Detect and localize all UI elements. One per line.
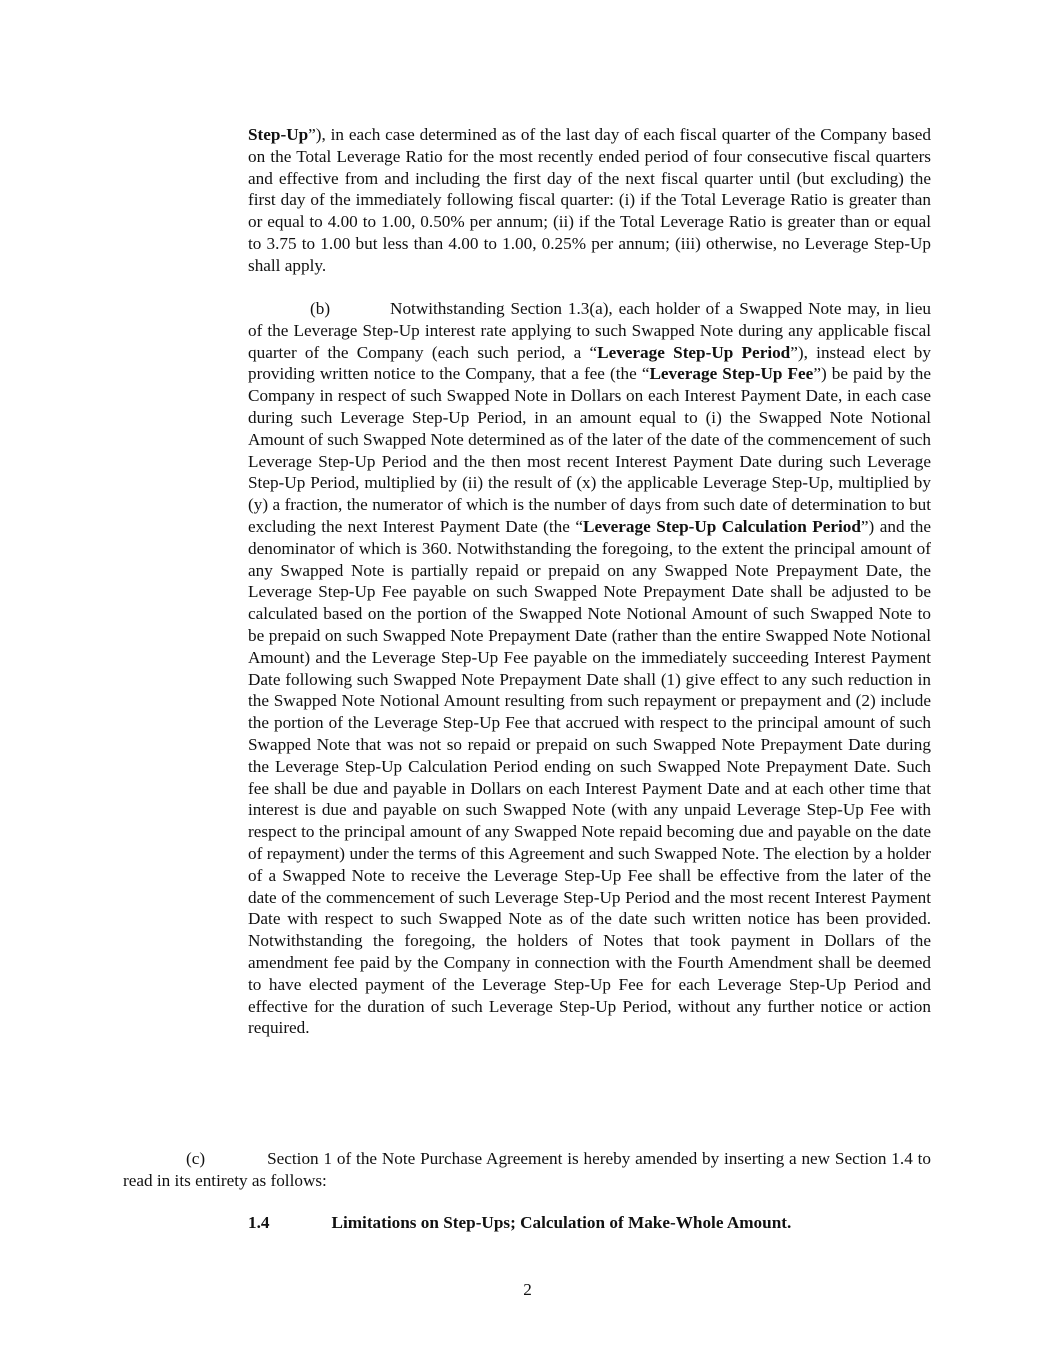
paragraph-text: ”), instead elect by providing written notice to the Company, that a fee (the “ bbox=[248, 342, 931, 384]
section-title: Limitations on Step-Ups; Calculation of Make-Whole Amount. bbox=[331, 1213, 792, 1232]
paragraph-text: ”) and the denominator of which is 360. Notwithstanding the foregoing, to the extent the principal amount of any Swapped Note is partially repaid or prepaid on any Swapped Note Prepayment Date, the Leverage Step-Up Fee payable on such Swapped Note Prepayment Date shall be adjusted to be calculated based on the portion of the Swapped Note Notional Amount of such Swapped Note to be prepaid on such Swapped Note Prepayment Date (rather than the entire Swapped Note Notional Amount) and the Leverage Step-Up Fee payable on the immediately succeeding Interest Payment Date following such Swapped Note Prepayment Date shall (1) give effect to any such reduction in the Swapped Note Notional Amount resulting from such repayment or prepayment and (2) include the portion of the Leverage Step-Up Fee that accrued with respect to the principal amount of such Swapped Note that was not so repaid or prepaid on such Swapped Note Prepayment Date during the Leverage Step-Up Calculation Period ending on such Swapped Note Prepayment Date. Such fee shall be due and payable in Dollars on each Interest Payment Date and at each other time that interest is due and payable on such Swapped Note (with any unpaid Leverage Step-Up Fee with respect to the principal amount of any Swapped Note repaid becoming due and payable on the date of repayment) under the terms of this Agreement and such Swapped Note. The election by a holder of a Swapped Note to receive the Leverage Step-Up Fee shall be effective from the later of the date of the commencement of such Leverage Step-Up Period and the most recent Interest Payment Date with respect to such Swapped Note as of the date such written notice has been provided. Notwithstanding the foregoing, the holders of Notes that took payment in Dollars of the amendment fee paid by the Company in connection with the Fourth Amendment shall be deemed to have elected payment of the Leverage Step-Up Fee for each Leverage Step-Up Period and effective for the duration of such Leverage Step-Up Period, without any further notice or action required. bbox=[248, 516, 931, 1038]
paragraph-label-b: (b) bbox=[310, 299, 331, 318]
paragraph-text: Notwithstanding Section 1.3(a), each holder of a Swapped Note may, in lieu of the Leverage Step-Up interest rate applying to such Swapped Note during any applicable fiscal quarter of the Company (each such period, a “ bbox=[248, 299, 931, 362]
section-number: 1.4 bbox=[248, 1213, 270, 1232]
paragraph-label-c: (c) bbox=[186, 1149, 206, 1168]
bold-term-calculation-period: Leverage Step-Up Calculation Period bbox=[582, 516, 861, 536]
paragraph-b bbox=[248, 298, 931, 1039]
paragraph-step-up-continuation bbox=[248, 124, 931, 277]
bold-term-leverage-step-up-period: Leverage Step-Up Period bbox=[597, 342, 791, 362]
paragraph-text: ”), in each case determined as of the last day of each fiscal quarter of the Company based on the Total Leverage Ratio for the most recently ended period of four consecutive fiscal quarters and effective from and including the first day of the next fiscal quarter until (but excluding) the first day of the immediately following fiscal quarter: (i) if the Total Leverage Ratio is greater than or equal to 4.00 to 1.00, 0.50% per annum; (ii) if the Total Leverage Ratio is greater than or equal to 3.75 to 1.00 but less than 4.00 to 1.00, 0.25% per annum; (iii) otherwise, no Leverage Step-Up shall apply. bbox=[248, 125, 931, 275]
bold-term-leverage-step-up-fee: Leverage Step-Up Fee bbox=[649, 364, 814, 384]
paragraph-c bbox=[123, 1148, 931, 1192]
page-number: 2 bbox=[523, 1280, 532, 1299]
paragraph-text: Section 1 of the Note Purchase Agreement is hereby amended by inserting a new Section 1.4 to read in its entirety as follows: bbox=[123, 1149, 931, 1190]
section-heading-1-4 bbox=[248, 1212, 791, 1234]
bold-term-step-up: Step-Up bbox=[248, 125, 309, 144]
paragraph-text: ”) be paid by the Company in respect of such Swapped Note in Dollars on each Interest Payment Date, in each case during such Leverage Step-Up Period, in an amount equal to (i) the Swapped Note Notional Amount of such Swapped Note determined as of the later of the date of the commencement of such Leverage Step-Up Period and the then most recent Interest Payment Date during such Leverage Step-Up Period, multiplied by (ii) the result of (x) the applicable Leverage Step-Up, multiplied by (y) a fraction, the numerator of which is the number of days from such date of determination to but excluding the next Interest Payment Date (the “ bbox=[248, 364, 931, 536]
